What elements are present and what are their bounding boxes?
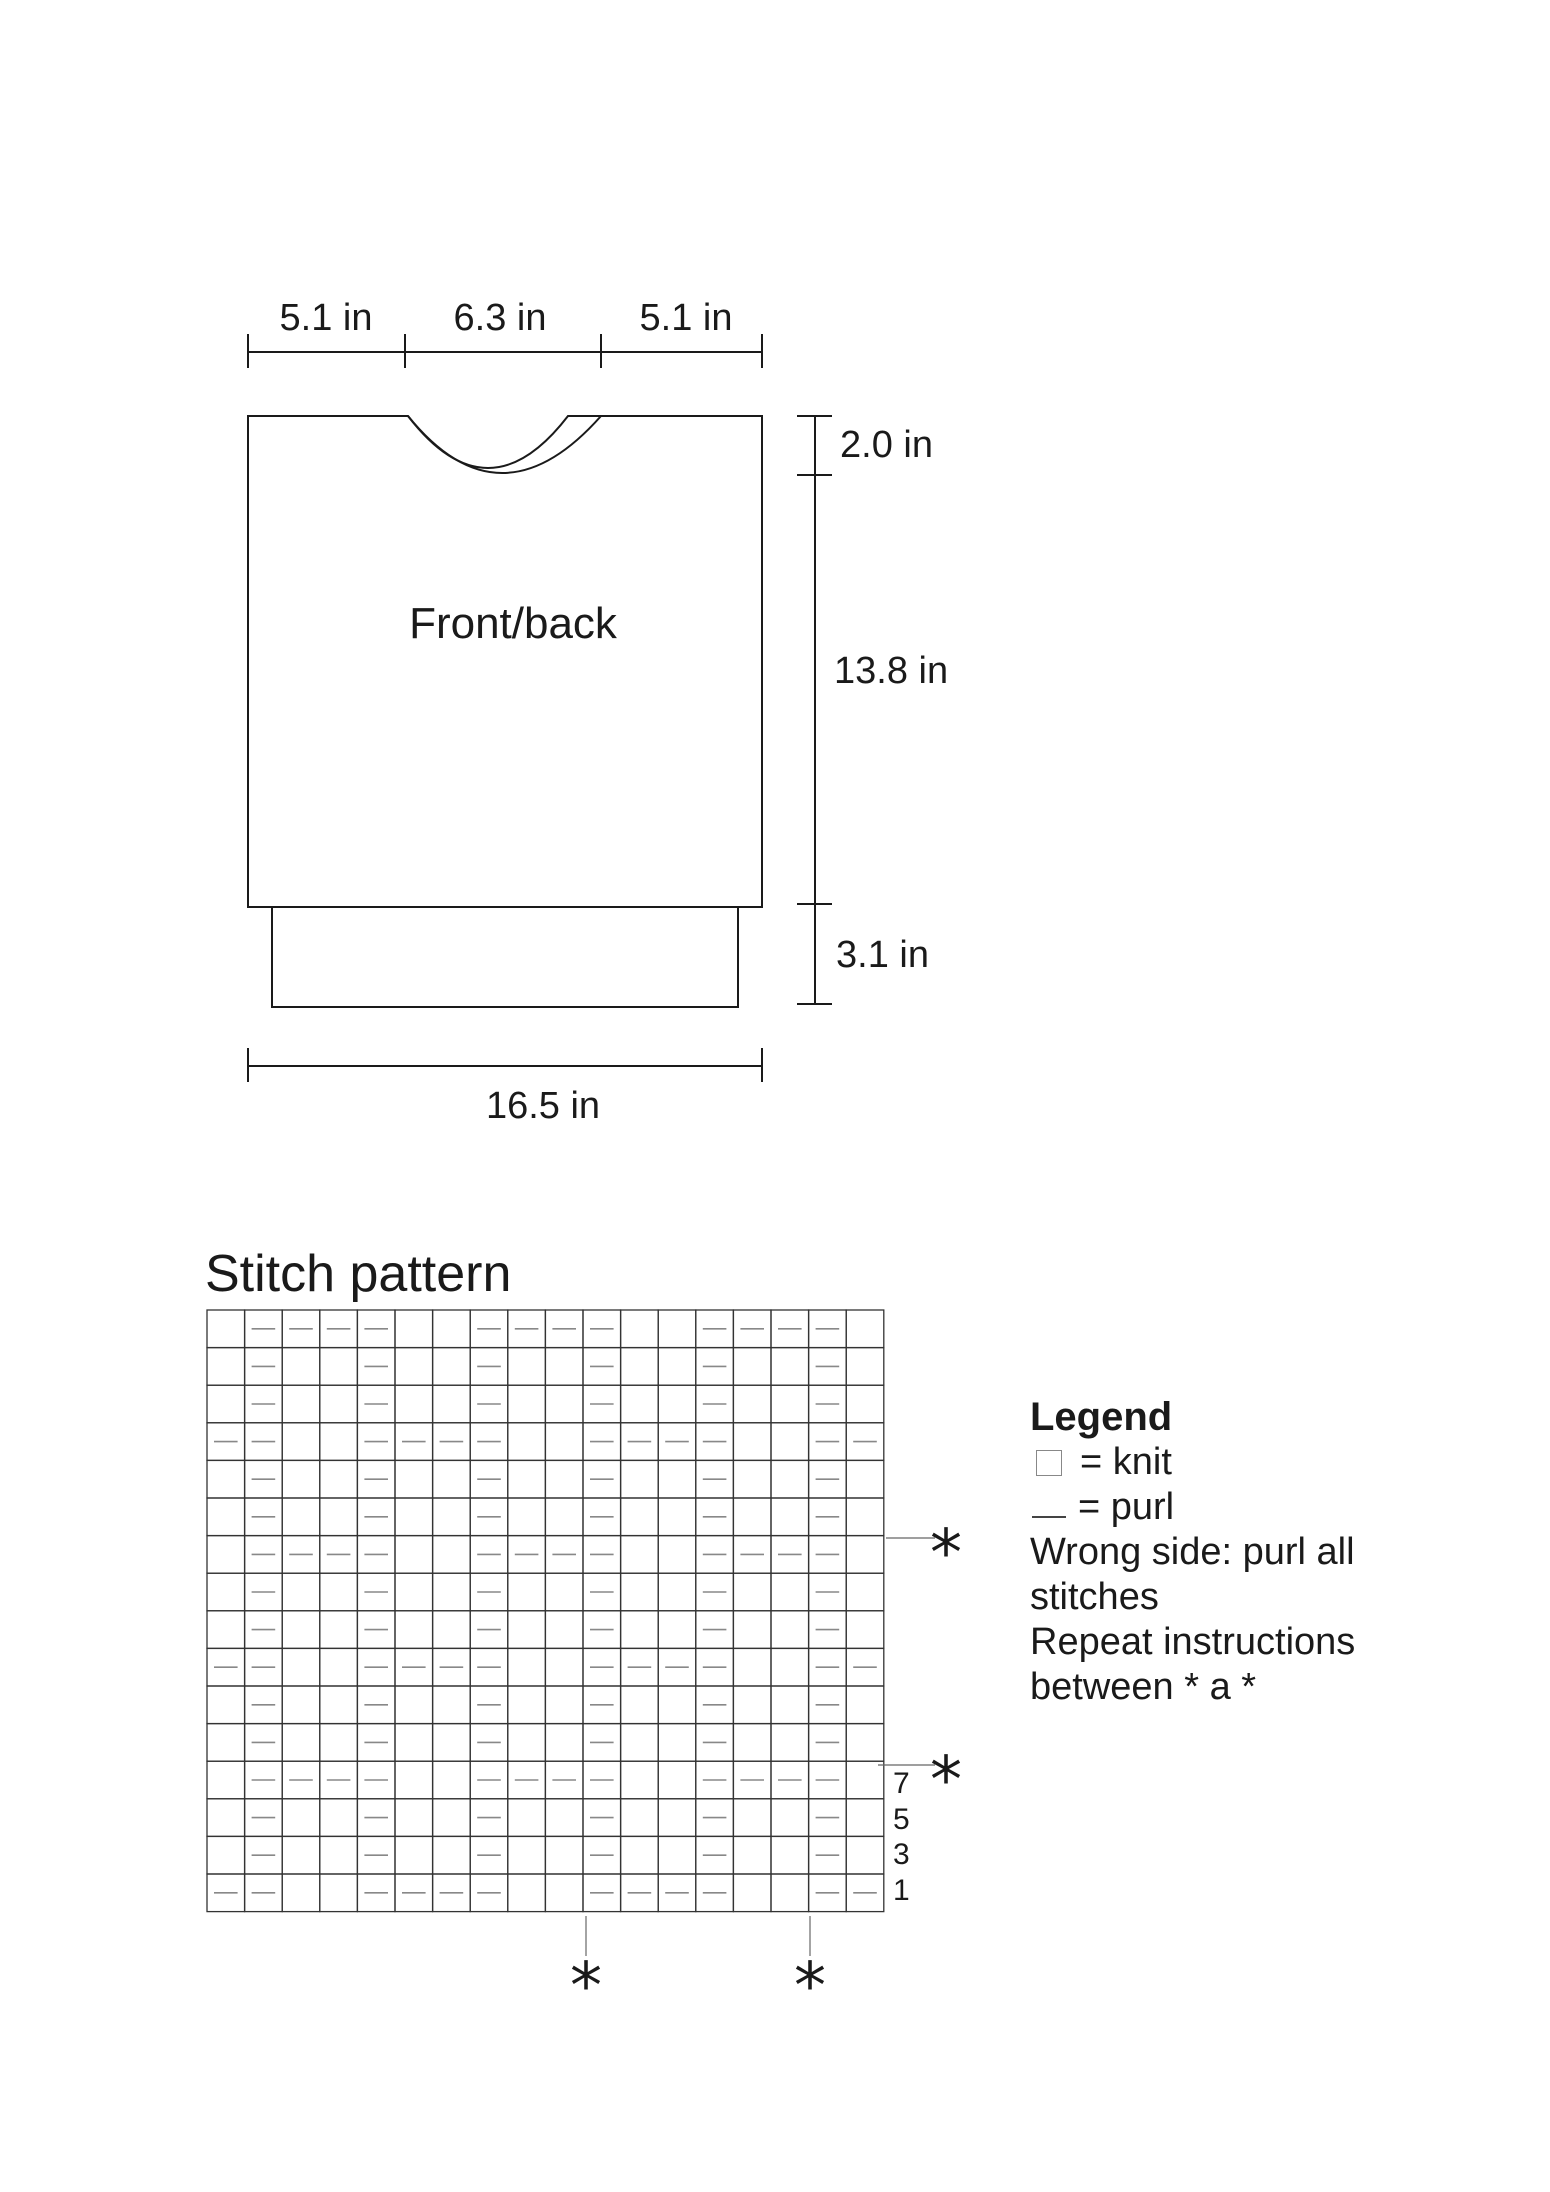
grid-cell [733,1686,771,1724]
grid-cell [433,1460,471,1498]
grid-cell [771,1686,809,1724]
grid-cell [433,1761,471,1799]
grid-cell [282,1573,320,1611]
grid-cell [320,1686,358,1724]
grid-cell [320,1348,358,1386]
grid-cell [433,1385,471,1423]
grid-cell [282,1874,320,1912]
grid-cell [395,1761,433,1799]
grid-cell [320,1460,358,1498]
grid-cell [621,1686,659,1724]
grid-cell [771,1348,809,1386]
legend-purl-label: = purl [1078,1486,1175,1528]
grid-cell [846,1761,884,1799]
grid-cell [207,1573,245,1611]
grid-cell [545,1724,583,1762]
grid-cell [733,1799,771,1837]
grid-cell [320,1423,358,1461]
grid-cell [320,1611,358,1649]
grid-cell [771,1836,809,1874]
grid-cell [658,1761,696,1799]
grid-cell [658,1611,696,1649]
grid-cell [207,1348,245,1386]
grid-cell [508,1836,546,1874]
grid-cell [545,1874,583,1912]
grid-cell [320,1648,358,1686]
grid-cell [545,1348,583,1386]
grid-cell [733,1498,771,1536]
grid-cell [207,1498,245,1536]
grid-cell [320,1573,358,1611]
row-number-5: 5 [893,1803,910,1836]
bottom-width-dimension [248,1048,762,1127]
grid-cell [282,1611,320,1649]
legend-knit-label: = knit [1080,1441,1172,1483]
grid-cell [621,1385,659,1423]
grid-cell [508,1385,546,1423]
grid-cell [658,1573,696,1611]
grid-cell [282,1799,320,1837]
grid-cell [846,1799,884,1837]
grid-cell [207,1310,245,1348]
grid-cell [621,1573,659,1611]
grid-cell [395,1573,433,1611]
repeat-marker-left: * [570,1950,602,2024]
grid-cell [508,1874,546,1912]
grid-cell [282,1836,320,1874]
grid-cell [282,1385,320,1423]
grid-cell [433,1573,471,1611]
grid-cell [771,1874,809,1912]
grid-cell [395,1724,433,1762]
grid-cell [771,1611,809,1649]
grid-cell [658,1724,696,1762]
grid-cell [771,1724,809,1762]
grid-cell [621,1611,659,1649]
grid-cell [395,1836,433,1874]
grid-cell [282,1724,320,1762]
body-length: 13.8 in [834,650,949,692]
grid-cell [621,1724,659,1762]
legend-knit [1030,1440,1450,1485]
grid-cell [282,1686,320,1724]
grid-cell [771,1648,809,1686]
grid-cell [508,1423,546,1461]
grid-cell [658,1348,696,1386]
grid-cell [733,1348,771,1386]
legend-title: Legend [1030,1395,1173,1439]
grid-cell [621,1310,659,1348]
legend-note-repeat: Repeat instructions between * a * [1030,1621,1356,1708]
grid-cell [433,1310,471,1348]
grid-cell [545,1648,583,1686]
grid-cell [658,1460,696,1498]
grid-cell [433,1836,471,1874]
row-number-3: 3 [893,1838,910,1871]
grid-cell [846,1498,884,1536]
grid-cell [658,1536,696,1574]
grid-cell [733,1460,771,1498]
bottom-width: 16.5 in [485,1085,601,1127]
grid-cell [433,1799,471,1837]
grid-cell [846,1385,884,1423]
grid-cell [320,1799,358,1837]
grid-cell [395,1686,433,1724]
grid-cell [395,1611,433,1649]
grid-cell [733,1648,771,1686]
grid-cell [433,1686,471,1724]
grid-cell [545,1611,583,1649]
grid-cell [207,1761,245,1799]
neck-depth: 2.0 in [840,424,933,466]
grid-cell [545,1460,583,1498]
grid-cell [508,1724,546,1762]
row-number-7: 7 [893,1767,910,1800]
shoulder-width-right: 5.1 in [639,297,733,339]
grid-cell [846,1460,884,1498]
grid-cell [395,1385,433,1423]
grid-cell [658,1310,696,1348]
grid-cell [771,1460,809,1498]
grid-cell [395,1348,433,1386]
grid-cell [658,1799,696,1837]
grid-cell [846,1573,884,1611]
repeat-marker-top: * [930,1517,962,1591]
grid-cell [207,1611,245,1649]
grid-cell [433,1724,471,1762]
grid-cell [508,1498,546,1536]
grid-cell [658,1385,696,1423]
front-back-piece [248,416,762,1007]
grid-cell [282,1648,320,1686]
grid-cell [545,1799,583,1837]
grid-cell [846,1686,884,1724]
grid-cell [771,1423,809,1461]
grid-cell [320,1385,358,1423]
grid-cell [395,1498,433,1536]
grid-cell [771,1573,809,1611]
grid-cell [621,1348,659,1386]
grid-cell [207,1536,245,1574]
knit-symbol-icon [1036,1450,1062,1476]
grid-cell [320,1836,358,1874]
grid-cell [733,1573,771,1611]
grid-cell [433,1536,471,1574]
grid-cell [545,1423,583,1461]
grid-cell [733,1385,771,1423]
length-dimension [797,416,948,1004]
grid-cell [733,1611,771,1649]
grid-cell [771,1498,809,1536]
grid-cell [508,1611,546,1649]
grid-cell [846,1724,884,1762]
grid-cell [658,1836,696,1874]
grid-cell [433,1348,471,1386]
grid-cell [658,1498,696,1536]
grid-cell [282,1498,320,1536]
piece-label: Front/back [409,599,617,648]
grid-cell [846,1348,884,1386]
grid-cell [320,1724,358,1762]
grid-cell [508,1573,546,1611]
grid-cell [433,1498,471,1536]
grid-cell [282,1460,320,1498]
grid-cell [207,1460,245,1498]
grid-cell [621,1536,659,1574]
grid-cell [771,1799,809,1837]
repeat-marker-bottom: * [930,1744,962,1818]
grid-cell [545,1836,583,1874]
rib-length: 3.1 in [836,934,929,976]
grid-cell [658,1686,696,1724]
grid-cell [433,1611,471,1649]
grid-cell [733,1724,771,1762]
grid-cell [207,1724,245,1762]
stitch-pattern-title: Stitch pattern [205,1245,512,1303]
stitch-grid [207,1310,884,1912]
repeat-marker-right: * [794,1950,826,2024]
shoulder-width-left: 5.1 in [279,297,373,339]
grid-cell [508,1648,546,1686]
grid-cell [320,1874,358,1912]
legend-note-wrong-side: Wrong side: purl all stitches [1030,1531,1355,1618]
grid-cell [320,1498,358,1536]
grid-cell [846,1611,884,1649]
grid-cell [395,1460,433,1498]
neck-width: 6.3 in [453,297,547,339]
grid-cell [508,1348,546,1386]
grid-cell [545,1498,583,1536]
grid-cell [395,1536,433,1574]
grid-cell [621,1460,659,1498]
grid-cell [733,1423,771,1461]
grid-cell [207,1385,245,1423]
row-number-1: 1 [893,1874,910,1907]
legend-purl [1030,1485,1450,1530]
grid-cell [395,1799,433,1837]
grid-cell [282,1348,320,1386]
grid-cell [621,1498,659,1536]
grid-cell [545,1385,583,1423]
legend [1030,1395,1450,1710]
grid-cell [733,1874,771,1912]
grid-cell [207,1686,245,1724]
grid-cell [545,1573,583,1611]
purl-symbol-icon [1032,1516,1066,1518]
grid-cell [282,1423,320,1461]
grid-cell [771,1385,809,1423]
grid-cell [395,1310,433,1348]
grid-cell [545,1686,583,1724]
grid-cell [621,1836,659,1874]
grid-cell [621,1799,659,1837]
grid-cell [621,1761,659,1799]
grid-cell [508,1799,546,1837]
grid-cell [846,1536,884,1574]
grid-cell [207,1799,245,1837]
top-width-dimension [248,297,762,368]
grid-cell [733,1836,771,1874]
grid-cell [508,1686,546,1724]
grid-cell [846,1310,884,1348]
grid-cell [207,1836,245,1874]
grid-cell [508,1460,546,1498]
grid-cell [846,1836,884,1874]
